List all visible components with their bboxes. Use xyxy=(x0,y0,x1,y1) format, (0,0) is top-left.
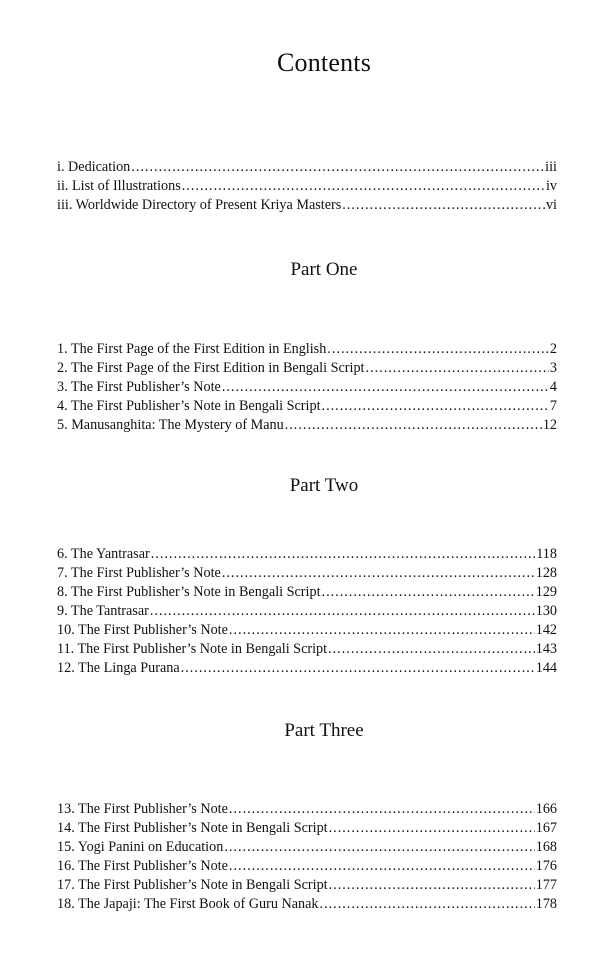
toc-entry-label: ii. List of Illustrations xyxy=(57,178,181,194)
dot-leader xyxy=(229,857,535,876)
toc-entry-label: 8. The First Publisher’s Note in Bengali Script xyxy=(57,584,321,600)
toc-entry-page: 4 xyxy=(549,379,557,395)
toc-entry[interactable] xyxy=(57,397,557,416)
dot-leader xyxy=(182,177,545,196)
toc-entry-label: 1. The First Page of the First Edition in English xyxy=(57,341,327,357)
toc-entry[interactable] xyxy=(57,838,557,857)
toc-entry-label: 2. The First Page of the First Edition in Bengali Script xyxy=(57,360,365,376)
section-heading-part-two: Part Two xyxy=(289,475,359,496)
toc-entry[interactable] xyxy=(57,819,557,838)
toc-entry-page: 167 xyxy=(535,820,557,836)
toc-entry-label: 16. The First Publisher’s Note xyxy=(57,858,228,874)
part-two-list xyxy=(57,545,557,678)
dot-leader xyxy=(131,158,544,177)
toc-entry[interactable] xyxy=(57,359,557,378)
toc-entry[interactable] xyxy=(57,800,557,819)
toc-entry[interactable] xyxy=(57,602,557,621)
toc-entry[interactable] xyxy=(57,640,557,659)
front-matter-list xyxy=(57,158,557,215)
dot-leader xyxy=(151,545,536,564)
dot-leader xyxy=(320,895,535,914)
part-three-list xyxy=(57,800,557,914)
toc-entry[interactable] xyxy=(57,378,557,397)
toc-entry-label: 13. The First Publisher’s Note xyxy=(57,801,228,817)
dot-leader xyxy=(222,378,549,397)
toc-entry-label: 10. The First Publisher’s Note xyxy=(57,622,228,638)
dot-leader xyxy=(181,659,535,678)
section-heading-part-one: Part One xyxy=(290,259,358,280)
toc-entry-label: 4. The First Publisher’s Note in Bengali Script xyxy=(57,398,321,414)
toc-entry-page: 129 xyxy=(535,584,557,600)
dot-leader xyxy=(229,800,535,819)
toc-entry-label: 7. The First Publisher’s Note xyxy=(57,565,221,581)
toc-entry-label: 3. The First Publisher’s Note xyxy=(57,379,221,395)
toc-entry-label: 6. The Yantrasar xyxy=(57,546,150,562)
toc-entry-page: 12 xyxy=(542,417,557,433)
toc-entry-page: 2 xyxy=(549,341,557,357)
toc-entry-page: 177 xyxy=(535,877,557,893)
toc-entry[interactable] xyxy=(57,564,557,583)
toc-entry-page: vi xyxy=(545,197,557,213)
toc-entry-label: 5. Manusanghita: The Mystery of Manu xyxy=(57,417,284,433)
part-one-list xyxy=(57,340,557,435)
toc-entry-page: 118 xyxy=(536,546,557,562)
toc-entry-label: 14. The First Publisher’s Note in Bengali Script xyxy=(57,820,328,836)
dot-leader xyxy=(285,416,542,435)
page-title: Contents xyxy=(276,48,372,77)
dot-leader xyxy=(322,397,549,416)
dot-leader xyxy=(150,602,535,621)
dot-leader xyxy=(322,583,535,602)
toc-entry[interactable] xyxy=(57,177,557,196)
dot-leader xyxy=(222,564,535,583)
toc-entry[interactable] xyxy=(57,340,557,359)
dot-leader xyxy=(329,876,535,895)
toc-entry-page: 166 xyxy=(535,801,557,817)
toc-entry-page: 176 xyxy=(535,858,557,874)
dot-leader xyxy=(366,359,549,378)
dot-leader xyxy=(328,640,535,659)
toc-entry[interactable] xyxy=(57,621,557,640)
toc-entry-page: iii xyxy=(545,159,557,175)
toc-entry[interactable] xyxy=(57,583,557,602)
toc-entry-label: 18. The Japaji: The First Book of Guru Nanak xyxy=(57,896,319,912)
toc-entry-page: 142 xyxy=(535,622,557,638)
dot-leader xyxy=(224,838,534,857)
toc-entry[interactable] xyxy=(57,158,557,177)
dot-leader xyxy=(342,196,545,215)
toc-entry-label: 9. The Tantrasar xyxy=(57,603,149,619)
toc-entry-label: iii. Worldwide Directory of Present Kriya Masters xyxy=(57,197,342,213)
toc-entry-page: 3 xyxy=(549,360,557,376)
toc-entry-page: iv xyxy=(545,178,557,194)
toc-entry-label: i. Dedication xyxy=(57,159,131,175)
toc-entry-page: 128 xyxy=(535,565,557,581)
toc-entry-label: 11. The First Publisher’s Note in Bengali Script xyxy=(57,641,328,657)
toc-entry[interactable] xyxy=(57,659,557,678)
section-heading-part-three: Part Three xyxy=(284,720,364,741)
toc-entry-page: 178 xyxy=(535,896,557,912)
dot-leader xyxy=(329,819,535,838)
toc-entry-page: 7 xyxy=(549,398,557,414)
toc-entry-page: 168 xyxy=(535,839,557,855)
toc-entry-label: 12. The Linga Purana xyxy=(57,660,180,676)
toc-entry[interactable] xyxy=(57,196,557,215)
toc-entry-page: 143 xyxy=(535,641,557,657)
dot-leader xyxy=(229,621,535,640)
toc-entry-label: 17. The First Publisher’s Note in Bengali Script xyxy=(57,877,328,893)
toc-entry[interactable] xyxy=(57,876,557,895)
toc-entry[interactable] xyxy=(57,416,557,435)
toc-entry[interactable] xyxy=(57,895,557,914)
toc-entry-page: 130 xyxy=(535,603,557,619)
dot-leader xyxy=(327,340,549,359)
toc-entry[interactable] xyxy=(57,857,557,876)
toc-entry[interactable] xyxy=(57,545,557,564)
toc-entry-label: 15. Yogi Panini on Education xyxy=(57,839,224,855)
toc-entry-page: 144 xyxy=(535,660,557,676)
